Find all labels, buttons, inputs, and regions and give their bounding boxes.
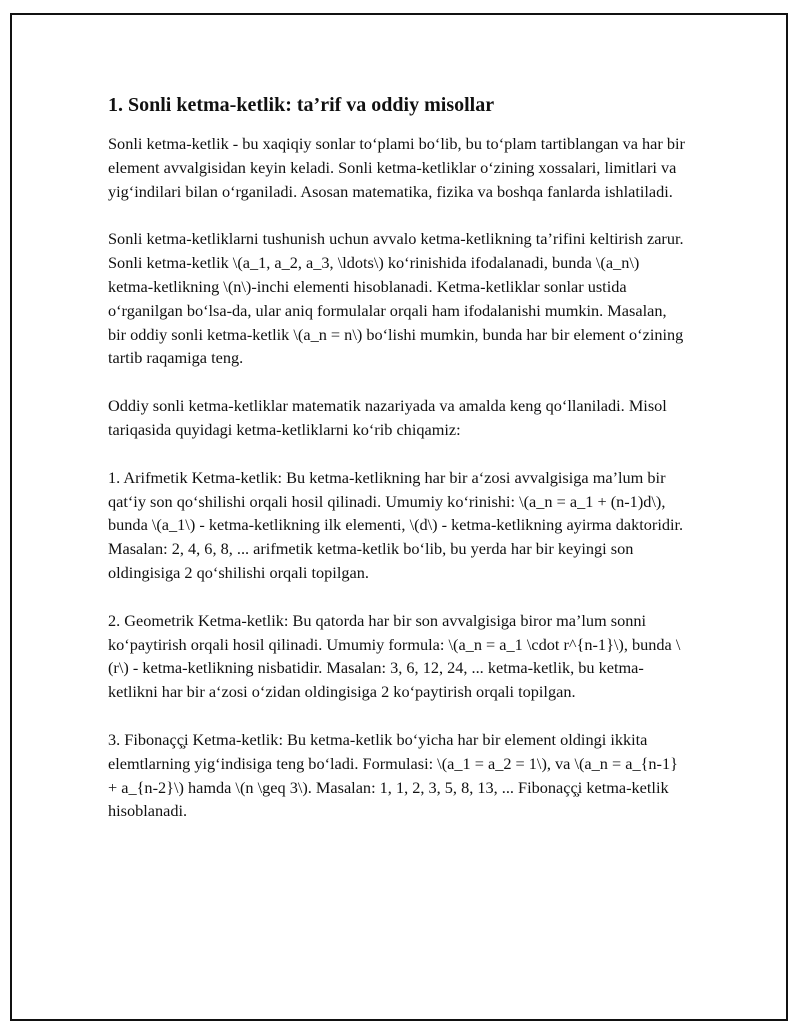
paragraph-geometric: 2. Geometrik Ketma-ketlik: Bu qatorda har bir son avvalgisiga biror ma’lum sonni ko‘paytirish orqali hosil qilinadi. Umumiy formula: \(a_n = a_1 \cdot r^{n-1}\), bunda \(r\) - ketma-ketlikning nisbatidir. Masalan: 3, 6, 12, 24, ... ketma-ketlik, bu ketma-ketlikni har bir a‘zosi o‘zidan oldingisiga 2 ko‘paytirish orqali topilgan.	[108, 610, 681, 702]
document-body	[108, 92, 688, 847]
paragraph-fibonacci: 3. Fibonaçç̧i Ketma-ketlik: Bu ketma-ketlik bo‘yicha har bir element oldingi ikkita elemtlarning yig‘indisiga teng bo‘ladi. Formulasi: \(a_1 = a_2 = 1\), va \(a_n = a_{n-1} + a_{n-2}\) hamda \(n \geq 3\). Masalan: 1, 1, 2, 3, 5, 8, 13, ... Fibonaçç̧i ketma-ketlik hisoblanadi.	[108, 729, 678, 821]
paragraph-intro-examples: Oddiy sonli ketma-ketliklar matematik nazariyada va amalda keng qo‘llaniladi. Misol tariqasida quyidagi ketma-ketliklarni ko‘rib chiqamiz:	[108, 396, 667, 439]
paragraph-arithmetic: 1. Arifmetik Ketma-ketlik: Bu ketma-ketlikning har bir a‘zosi avvalgisiga ma’lum bir qat‘iy son qo‘shilishi orqali hosil qilinadi. Umumiy ko‘rinishi: \(a_n = a_1 + (n-1)d\), bunda \(a_1\) - ketma-ketlikning ilk elementi, \(d\) - ketma-ketlikning ayirma daktoridir. Masalan: 2, 4, 6, 8, ... arifmetik ketma-ketlik bo‘lib, bu yerda har bir keyingi son oldingisiga 2 qo‘shilishi orqali topilgan.	[108, 467, 684, 582]
paragraph-notation: Sonli ketma-ketliklarni tushunish uchun avvalo ketma-ketlikning ta’rifini keltirish zarur. Sonli ketma-ketlik \(a_1, a_2, a_3, \ldots\) ko‘rinishida ifodalanadi, bunda \(a_n\) ketma-ketlikning \(n\)-inchi elementi hisoblanadi. Ketma-ketliklar sonlar ustida o‘rganilgan bo‘lsa-da, ular aniq formulalar orqali ham ifodalanishi mumkin. Masalan, bir oddiy sonli ketma-ketlik \(a_n = n\) bo‘lishi mumkin, bunda har bir element o‘zining tartib raqamiga teng.	[108, 229, 684, 368]
section-heading: 1. Sonli ketma-ketlik: ta’rif va oddiy misollar	[108, 94, 495, 116]
paragraph-definition: Sonli ketma-ketlik - bu xaqiqiy sonlar to‘plami bo‘lib, bu to‘plam tartiblangan va har bir element avvalgisidan keyin keladi. Sonli ketma-ketliklar o‘zining xossalari, limitlari va yig‘indilari bilan o‘rganiladi. Asosan matematika, fizika va boshqa fanlarda ishlatiladi.	[108, 134, 685, 201]
